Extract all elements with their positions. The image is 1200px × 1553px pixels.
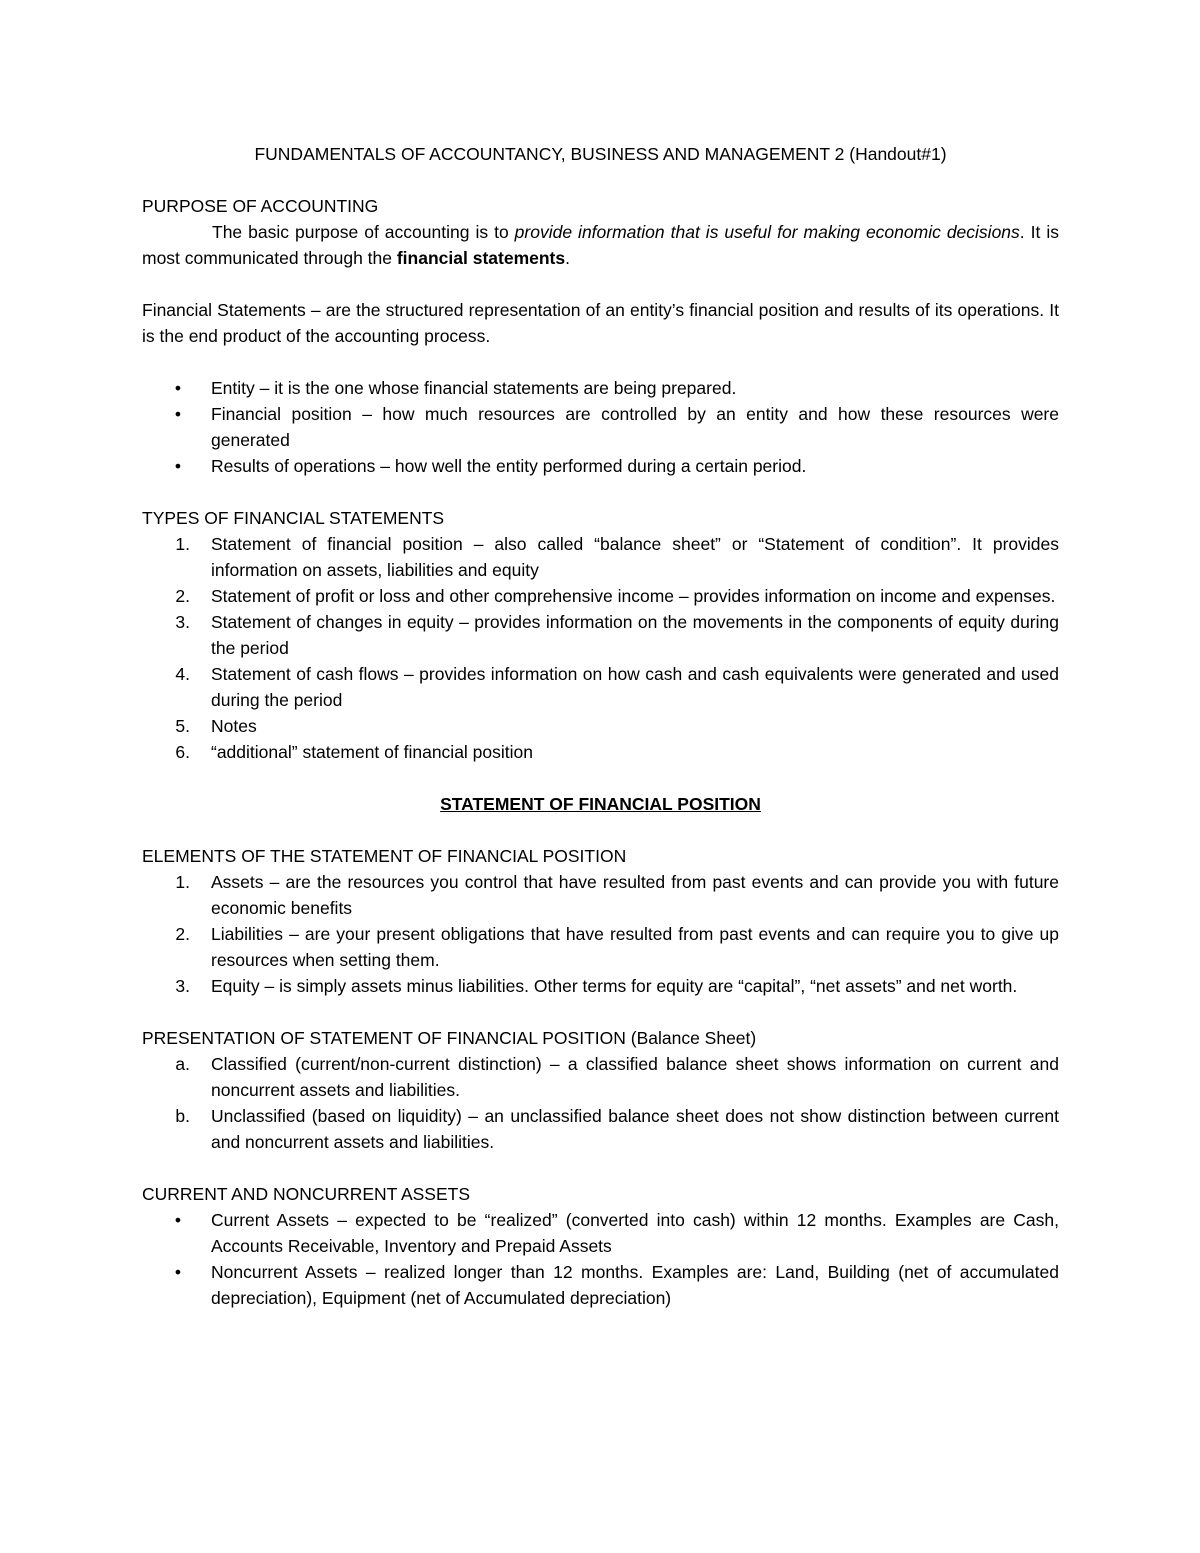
list-item-text: Statement of financial position – also called “balance sheet” or “Statement of condition”. It provides information on assets, liabilities and equity [211,534,1059,580]
list-marker: b. [175,1106,190,1126]
purpose-text-end: . [565,248,570,268]
list-item-text: Statement of profit or loss and other comprehensive income – provides information on income and expenses. [211,586,1056,606]
bullet-icon: • [174,378,182,398]
list-item [142,583,1059,609]
list-marker: 1. [175,872,190,892]
sofp-section-title: STATEMENT OF FINANCIAL POSITION [440,794,761,814]
document-title: FUNDAMENTALS OF ACCOUNTANCY, BUSINESS AND MANAGEMENT 2 (Handout#1) [254,144,947,164]
list-marker: 2. [175,586,190,606]
bullet-icon: • [174,1210,182,1230]
financial-statements-bullets [142,375,1059,479]
list-marker: 3. [175,612,190,632]
list-item [142,921,1059,973]
elements-list [142,869,1059,999]
assets-bullets [142,1207,1059,1311]
list-item-text: Equity – is simply assets minus liabilities. Other terms for equity are “capital”, “net assets” and net worth. [211,976,1018,996]
list-marker: a. [175,1054,190,1074]
list-item-text: Classified (current/non-current distinction) – a classified balance sheet shows information on current and noncurrent assets and liabilities. [211,1054,1059,1100]
purpose-heading: PURPOSE OF ACCOUNTING [142,196,379,216]
list-item-text: Statement of changes in equity – provides information on the movements in the components of equity during the period [211,612,1059,658]
bullet-icon: • [174,404,182,424]
list-item [142,375,1059,401]
list-item-text: Financial position – how much resources are controlled by an entity and how these resources were generated [211,404,1059,450]
list-item [142,713,1059,739]
elements-heading: ELEMENTS OF THE STATEMENT OF FINANCIAL POSITION [142,846,627,866]
document-body [142,141,1059,1311]
types-heading: TYPES OF FINANCIAL STATEMENTS [142,508,445,528]
types-list [142,531,1059,765]
list-item [142,401,1059,453]
list-marker: 6. [175,742,190,762]
list-item-text: Assets – are the resources you control that have resulted from past events and can provide you with future economic benefits [211,872,1059,918]
list-item-text: Unclassified (based on liquidity) – an unclassified balance sheet does not show distinction between current and noncurrent assets and liabilities. [211,1106,1059,1152]
list-marker: 4. [175,664,190,684]
assets-heading: CURRENT AND NONCURRENT ASSETS [142,1184,471,1204]
list-item [142,1207,1059,1259]
list-item [142,661,1059,713]
list-item-text: Noncurrent Assets – realized longer than 12 months. Examples are: Land, Building (net of accumulated depreciation), Equipment (net of Accumulated depreciation) [211,1262,1059,1308]
list-marker: 3. [175,976,190,996]
list-item-text: Entity – it is the one whose financial statements are being prepared. [211,378,737,398]
list-item [142,973,1059,999]
list-item [142,1103,1059,1155]
list-item [142,869,1059,921]
list-item-text: Liabilities – are your present obligations that have resulted from past events and can require you to give up resources when setting them. [211,924,1059,970]
list-item [142,453,1059,479]
list-item [142,1259,1059,1311]
purpose-paragraph [142,219,1059,271]
financial-statements-definition: Financial Statements – are the structured representation of an entity’s financial position and results of its operations. It is the end product of the accounting process. [142,300,1059,346]
list-item-text: “additional” statement of financial position [211,742,533,762]
purpose-text-italic: provide information that is useful for making economic decisions [514,222,1020,242]
bullet-icon: • [174,1262,182,1282]
list-item-text: Notes [211,716,257,736]
list-item [142,739,1059,765]
list-item-text: Statement of cash flows – provides information on how cash and cash equivalents were generated and used during the period [211,664,1059,710]
list-item-text: Current Assets – expected to be “realized” (converted into cash) within 12 months. Examples are Cash, Accounts Receivable, Inventory and Prepaid Assets [211,1210,1059,1256]
list-marker: 2. [175,924,190,944]
purpose-text-middle: . It is most communicated through the [142,222,1060,268]
list-marker: 1. [175,534,190,554]
presentation-heading: PRESENTATION OF STATEMENT OF FINANCIAL POSITION (Balance Sheet) [142,1028,757,1048]
bullet-icon: • [174,456,182,476]
purpose-text-before: The basic purpose of accounting is to [212,222,515,242]
list-item [142,609,1059,661]
list-item [142,531,1059,583]
list-item-text: Results of operations – how well the entity performed during a certain period. [211,456,807,476]
purpose-text-bold: financial statements [396,248,566,268]
list-item [142,1051,1059,1103]
presentation-list [142,1051,1059,1155]
list-marker: 5. [175,716,190,736]
